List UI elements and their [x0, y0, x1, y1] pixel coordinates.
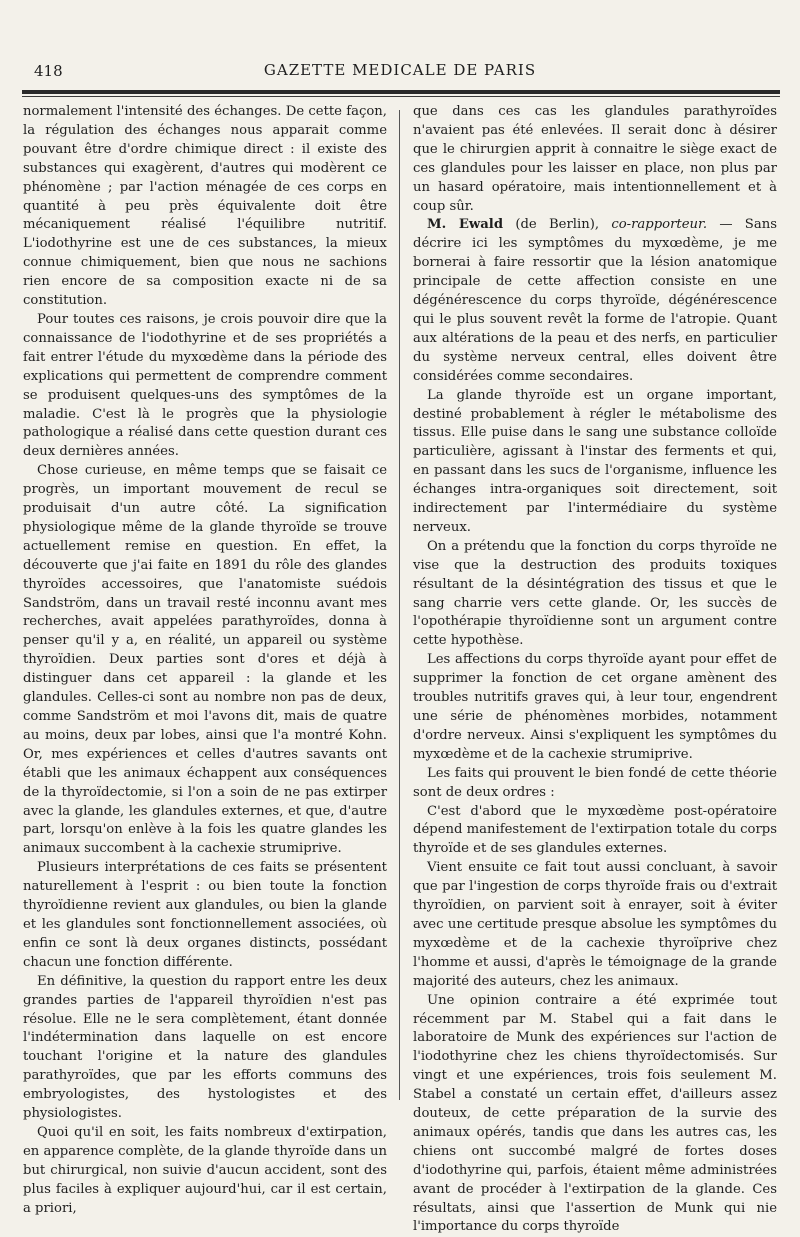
- paragraph: Pour toutes ces raisons, je crois pouvoir dire que la connaissance de l'iodothyrine et de ses propriétés a fait entrer l'étude du myxœdème dans la période des explications qui permettent de comprendre comment se produisent quelques-uns des symptômes de la maladie. C'est là le progrès que la physiologie pathologique a réalisé dans cette question durant ces deux dernières années.: [23, 311, 387, 460]
- header-rule-thick: [22, 90, 780, 94]
- paragraph: Les faits qui prouvent le bien fondé de cette théorie sont de deux ordres :: [413, 765, 777, 800]
- paragraph: La glande thyroïde est un organe important, destiné probablement à régler le métabolisme des tissus. Elle puise dans le sang une substance colloïde particulière, agissant à l'instar des ferments et qui, en passant dans les sucs de l'organisme, influence les échanges intra-organiques soit directement, soit indirectement par l'intermédiaire du système nerveux.: [413, 387, 777, 535]
- header-rule-thin: [22, 96, 780, 97]
- speaker-text: — Sans décrire ici les symptômes du myxœdème, je me bornerai à faire ressortir que la lésion anatomique principale de cette affection consiste en une dégénérescence du corps thyroïde, dégénérescence qui le plus souvent revêt la forme de l'atropie. Quant aux altérations de la peau et des nerfs, en particulier du système nerveux central, elles doivent être considérées comme secondaires.: [413, 217, 777, 384]
- left-column: [23, 103, 387, 1218]
- paragraph: En définitive, la question du rapport entre les deux grandes parties de l'appareil thyroïdien n'est pas résolue. Elle ne le sera complètement, étant donnée l'indétermination dans laquelle on est encore touchant l'origine et la nature des glandules parathyroïdes, que par les efforts communs des embryologistes, des hystologistes et des physiologistes.: [23, 973, 387, 1122]
- speaker-name: M. Ewald: [427, 217, 504, 233]
- paragraph: Chose curieuse, en même temps que se faisait ce progrès, un important mouvement de recul se produisait d'un autre côté. La signification physiologique même de la glande thyroïde se trouve actuellement remise en question. En effet, la découverte que j'ai faite en 1891 du rôle des glandes thyroïdes accessoires, que l'anatomiste suédois Sandström, dans un travail resté inconnu avant mes recherches, avait appelées parathyroïdes, donna à penser qu'il y a, en réalité, un appareil ou système thyroïdien. Deux parties sont d'ores et déjà à distinguer dans cet appareil : la glande et les glandules. Celles-ci sont au nombre non pas de deux, comme Sandström et moi l'avons dit, mais de quatre au moins, deux par lobes, ainsi que l'a montré Kohn. Or, mes expériences et celles d'autres savants ont établi que les animaux échappent aux conséquences de la thyroïdectomie, si l'on a soin de ne pas extirper avec la glande, les glandules externes, et que, d'autre part, lorsqu'on enlève à la fois les quatre glandes les animaux succombent à la cachexie strumiprive.: [23, 463, 387, 857]
- paragraph: que dans ces cas les glandules parathyroïdes n'avaient pas été enlevées. Il serait donc à désirer que le chirurgien apprit à connaitre le siège exact de ces glandules pour les laisser en place, non plus par un hasard opératoire, mais intentionnellement et à coup sûr.: [413, 104, 777, 214]
- page-number: 418: [34, 62, 63, 80]
- paragraph: Vient ensuite ce fait tout aussi concluant, à savoir que par l'ingestion de corps thyroïde frais ou d'extrait thyroïdien, on parvient soit à enrayer, soit à éviter avec une certitude presque absolue les symptômes du myxœdème et de la cachexie thyroïprive chez l'homme et aussi, d'après le témoignage de la grande majorité des auteurs, chez les animaux.: [413, 860, 777, 989]
- paragraph: Les affections du corps thyroïde ayant pour effet de supprimer la fonction de cet organe amènent des troubles nutritifs graves qui, à leur tour, engendrent une série de phénomènes morbides, notamment d'ordre nerveux. Ainsi s'expliquent les symptômes du myxœdème et de la cachexie strumiprive.: [413, 652, 777, 762]
- column-divider: [399, 110, 400, 1100]
- right-column: [413, 103, 777, 1237]
- paragraph: normalement l'intensité des échanges. De cette façon, la régulation des échanges nous apparait comme pouvant être d'ordre chimique direct : il existe des substances qui exagèrent, d'autres qui modèrent ce phénomène ; par l'action ménagée de ces corps en quantité à peu près équivalente doit être mécaniquement réalisé l'équilibre nutritif. L'iodothyrine est une de ces substances, la mieux connue chimiquement, bien que nous ne sachions rien encore de sa composition exacte ni de sa constitution.: [23, 104, 387, 309]
- paragraph: Plusieurs interprétations de ces faits se présentent naturellement à l'esprit : ou bien toute la fonction thyroïdienne revient aux glandules, ou bien la glande et les glandules sont fonctionnellement associées, où enfin ce sont là deux organes distincts, possédant chacun une fonction différente.: [23, 860, 387, 970]
- speaker-paragraph: [413, 216, 777, 386]
- speaker-role: co-rapporteur.: [611, 217, 708, 233]
- page-header: [20, 58, 780, 84]
- paragraph: Une opinion contraire a été exprimée tout récemment par M. Stabel qui a fait dans le laboratoire de Munk des expériences sur l'action de l'iodothyrine chez les chiens thyroïdectomisés. Sur vingt et une expériences, trois fois seulement M. Stabel a constaté un certain effet, d'ailleurs assez douteux, de cette préparation de la survie des animaux opérés, tandis que dans les autres cas, les chiens ont succombé malgré de fortes doses d'iodothyrine qui, parfois, étaient même administrées avant de procéder à l'extirpation de la glande. Ces résultats, ainsi que l'assertion de Munk qui nie l'importance du corps thyroïde: [413, 992, 777, 1235]
- speaker-origin: (de Berlin),: [515, 217, 600, 233]
- paragraph: On a prétendu que la fonction du corps thyroïde ne vise que la destruction des produits toxiques résultant de la désintégration des tissus et que le sang charrie vers cette glande. Or, les succès de l'opothérapie thyroïdienne sont un argument contre cette hypothèse.: [413, 538, 777, 649]
- paragraph: C'est d'abord que le myxœdème post-opératoire dépend manifestement de l'extirpation totale du corps thyroïde et de ses glandules externes.: [413, 803, 777, 857]
- paragraph: Quoi qu'il en soit, les faits nombreux d'extirpation, en apparence complète, de la glande thyroïde dans un but chirurgical, non suivie d'aucun accident, sont des plus faciles à expliquer aujourd'hui, car il est certain, a priori,: [23, 1124, 387, 1216]
- journal-title: GAZETTE MEDICALE DE PARIS: [263, 61, 537, 79]
